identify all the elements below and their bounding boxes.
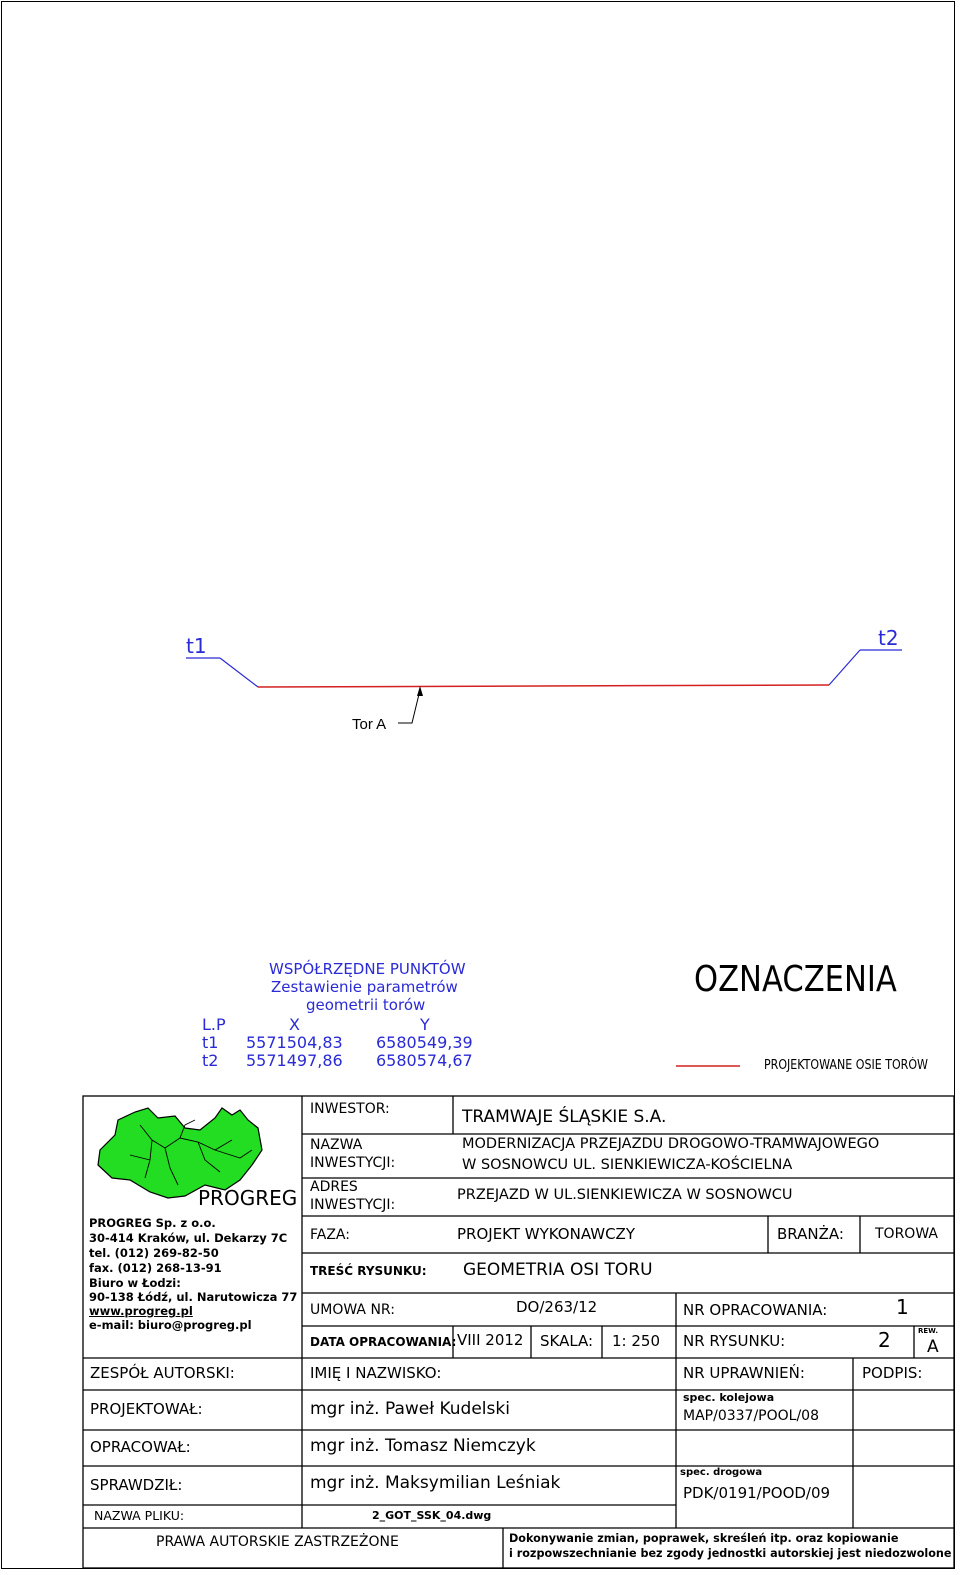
coords-title-2: Zestawienie parametrów (271, 978, 458, 996)
zespol-label: ZESPÓŁ AUTORSKI: (90, 1364, 235, 1382)
adres-value: PRZEJAZD W UL.SIENKIEWICZA W SOSNOWCU (457, 1187, 793, 1203)
coords-header-x: X (289, 1015, 300, 1034)
data-label: DATA OPRACOWANIA: (310, 1335, 457, 1349)
inwestor-value: TRAMWAJE ŚLĄSKIE S.A. (462, 1107, 667, 1127)
coords-row-lp: t2 (202, 1051, 219, 1070)
company-website-link[interactable]: www.progreg.pl (89, 1304, 193, 1318)
umowa-label: UMOWA NR: (310, 1302, 395, 1318)
disclaimer-line-1: Dokonywanie zmian, poprawek, skreśleń itp. oraz kopiowanie (509, 1532, 899, 1545)
coords-row-lp: t1 (202, 1033, 219, 1052)
label-t2: t2 (878, 626, 899, 650)
company-address: 30-414 Kraków, ul. Dekarzy 7C (89, 1231, 288, 1245)
disclaimer-line-2: i rozpowszechnianie bez zgody jednostki autorskiej jest niedozwolone (509, 1547, 952, 1560)
company-branch-address: 90-138 Łódź, ul. Narutowicza 77 (89, 1290, 298, 1304)
tresc-value: GEOMETRIA OSI TORU (463, 1260, 653, 1280)
faza-label: FAZA: (310, 1227, 350, 1243)
coords-header-y: Y (420, 1015, 430, 1034)
tresc-label: TREŚĆ RYSUNKU: (310, 1264, 427, 1278)
progreg-logo-map (98, 1108, 262, 1198)
data-value: VIII 2012 (457, 1331, 524, 1349)
branza-label: BRANŻA: (777, 1225, 844, 1243)
sprawdzil-value: mgr inż. Maksymilian Leśniak (310, 1473, 561, 1493)
legend-title: OZNACZENIA (694, 959, 897, 1000)
rew-value: A (927, 1337, 939, 1357)
company-fax: fax. (012) 268-13-91 (89, 1261, 222, 1275)
projektowal-value: mgr inż. Paweł Kudelski (310, 1399, 510, 1419)
adres-label: ADRES (310, 1179, 358, 1195)
nr-rysunku-label: NR RYSUNKU: (683, 1332, 786, 1350)
adres-label-2: INWESTYCJI: (310, 1197, 396, 1213)
company-name: PROGREG Sp. z o.o. (89, 1216, 216, 1230)
tor-a-leader (398, 690, 420, 723)
nazwa-label-2: INWESTYCJI: (310, 1155, 396, 1171)
spec-kolejowa-value: MAP/0337/POOL/08 (683, 1408, 819, 1424)
spec-drogowa-value: PDK/0191/POOD/09 (683, 1484, 831, 1502)
t2-leader-diag (829, 650, 860, 685)
company-tel: tel. (012) 269-82-50 (89, 1246, 219, 1260)
projektowal-label: PROJEKTOWAŁ: (90, 1400, 203, 1418)
nr-opracowania-label: NR OPRACOWANIA: (683, 1301, 828, 1319)
opracowal-label: OPRACOWAŁ: (90, 1438, 191, 1456)
legend-item: PROJEKTOWANE OSIE TORÓW (764, 1058, 928, 1073)
coords-row-x: 5571497,86 (246, 1051, 343, 1070)
spec-drogowa-label: spec. drogowa (680, 1467, 763, 1478)
track-label: Tor A (352, 716, 387, 733)
branza-value: TOROWA (875, 1226, 938, 1242)
label-t1: t1 (186, 634, 207, 658)
imie-label: IMIĘ I NAZWISKO: (310, 1364, 442, 1382)
nazwa-value-1: MODERNIZACJA PRZEJAZDU DROGOWO-TRAMWAJOWEGO (462, 1136, 880, 1152)
copyright-notice: PRAWA AUTORSKIE ZASTRZEŻONE (156, 1534, 399, 1550)
coords-row-y: 6580574,67 (376, 1051, 473, 1070)
nazwa-pliku-value: 2_GOT_SSK_04.dwg (372, 1509, 492, 1522)
nazwa-pliku-label: NAZWA PLIKU: (94, 1508, 185, 1523)
t1-leader-diag (220, 658, 258, 687)
logo-text: PROGREG (198, 1186, 298, 1210)
company-email: e-mail: biuro@progreg.pl (89, 1318, 252, 1332)
coords-row-y: 6580549,39 (376, 1033, 473, 1052)
nazwa-value-2: W SOSNOWCU UL. SIENKIEWICZA-KOŚCIELNA (462, 1157, 793, 1173)
company-branch: Biuro w Łodzi: (89, 1276, 181, 1290)
coords-header-lp: L.P (202, 1015, 226, 1034)
nr-rysunku-value: 2 (878, 1328, 891, 1352)
coords-title-3: geometrii torów (306, 996, 426, 1014)
skala-value: 1: 250 (612, 1332, 660, 1350)
inwestor-label: INWESTOR: (310, 1101, 390, 1117)
nr-opracowania-value: 1 (896, 1295, 909, 1319)
tor-a-arrowhead (417, 686, 423, 696)
umowa-value: DO/263/12 (516, 1298, 598, 1316)
track-axis-line (258, 685, 829, 687)
faza-value: PROJEKT WYKONAWCZY (457, 1225, 636, 1243)
sprawdzil-label: SPRAWDZIŁ: (90, 1476, 183, 1494)
coords-row-x: 5571504,83 (246, 1033, 343, 1052)
rew-label: REW. (918, 1327, 938, 1335)
podpis-label: PODPIS: (862, 1364, 923, 1382)
opracowal-value: mgr inż. Tomasz Niemczyk (310, 1436, 536, 1456)
coords-title-1: WSPÓŁRZĘDNE PUNKTÓW (269, 960, 466, 978)
nr-uprawnien-label: NR UPRAWNIEŃ: (683, 1364, 805, 1382)
skala-label: SKALA: (540, 1332, 594, 1350)
nazwa-label: NAZWA (310, 1137, 363, 1153)
spec-kolejowa-label: spec. kolejowa (683, 1391, 775, 1404)
